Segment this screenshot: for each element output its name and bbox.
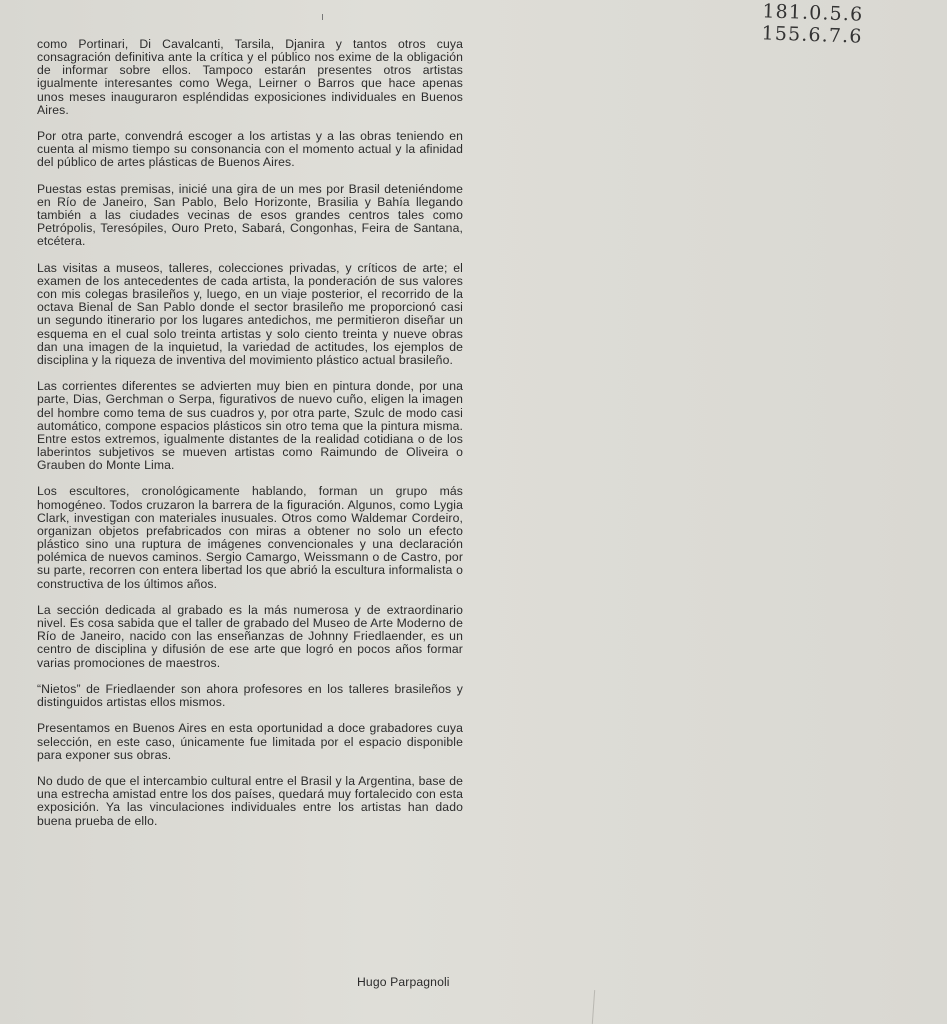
paragraph: Presentamos en Buenos Aires en esta oportunidad a doce grabadores cuya selección, en este caso, únicamente fue limitada por el espacio disponible para exponer sus obras.: [37, 721, 463, 762]
handwritten-note-2: 155.6.7.6: [761, 22, 863, 48]
paragraph: Los escultores, cronológicamente hablando, forman un grupo más homogéneo. Todos cruzaron la barrera de la figuración. Algunos, como Lygia Clark, investigan con materiales inusuales. Otros como Waldemar Cordeiro, organizan objetos prefabricados con miras a obtener no solo un efecto plástico sino una ruptura de imágenes convencionales y una declaración polémica de nuevos caminos. Sergio Camargo, Weissmann o de Castro, por su parte, recorren con entera libertad los que abrió la escultura informalista o constructiva de los últimos años.: [37, 484, 463, 591]
text-column: [37, 38, 463, 841]
paper-fold-line: [592, 990, 595, 1024]
paragraph: No dudo de que el intercambio cultural entre el Brasil y la Argentina, base de una estrecha amistad entre los dos países, quedará muy fortalecido con esta exposición. Ya las vinculaciones individuales entre los artistas han dado buena prueba de ello.: [37, 774, 463, 828]
paragraph: Puestas estas premisas, inicié una gira de un mes por Brasil deteniéndome en Río de Janeiro, San Pablo, Belo Horizonte, Brasilia y Bahía llegando también a las ciudades vecinas de esos grandes centros tales como Petrópolis, Teresópiles, Ouro Preto, Sabará, Congonhas, Feira de Santana, etcétera.: [37, 181, 463, 249]
handwritten-note-1: 181.0.5.6: [762, 0, 864, 26]
paragraph: Por otra parte, convendrá escoger a los artistas y a las obras teniendo en cuenta al mismo tiempo su consonancia con el momento actual y la afinidad del público de artes plásticas de Buenos Aires.: [37, 129, 463, 170]
paragraph: Las corrientes diferentes se advierten muy bien en pintura donde, por una parte, Dias, Gerchman o Serpa, figurativos de nuevo cuño, eligen la imagen del hombre como tema de sus cuadros y, por otra parte, Szulc de modo casi automático, compone espacios plásticos sin otro tema que la pintura misma. Entre estos extremos, igualmente distantes de la realidad cotidiana o de los laberintos subjetivos se mueven artistas como Raimundo de Oliveira o Grauben do Monte Lima.: [37, 379, 463, 473]
paragraph: “Nietos” de Friedlaender son ahora profesores en los talleres brasileños y distinguidos artistas ellos mismos.: [37, 681, 463, 710]
paragraph: como Portinari, Di Cavalcanti, Tarsila, Djanira y tantos otros cuya consagración definitiva ante la crítica y el público nos exime de la obligación de informar sobre ellos. Tampoco estarán presentes otros artistas igualmente interesantes como Wega, Leirner o Barros que hace apenas unos meses inauguraron espléndidas exposiciones individuales en Buenos Aires.: [37, 37, 463, 117]
paragraph: La sección dedicada al grabado es la más numerosa y de extraordinario nivel. Es cosa sabida que el taller de grabado del Museo de Arte Moderno de Río de Janeiro, nacido con las enseñanzas de Johnny Friedlaender, es un centro de disciplina y difusión de ese arte que logró en pocos años formar varias promociones de maestros.: [37, 602, 463, 670]
handwritten-catalog-numbers: [761, 0, 863, 47]
pen-mark: [322, 14, 323, 20]
author-signature: Hugo Parpagnoli: [357, 975, 450, 989]
paragraph: Las visitas a museos, talleres, colecciones privadas, y críticos de arte; el examen de los antecedentes de cada artista, la ponderación de sus valores con mis colegas brasileños y, luego, en un viaje posterior, el recorrido de la octava Bienal de San Pablo donde el sector brasileño me proporcionó casi un segundo itinerario por los lugares antedichos, me permitieron diseñar un esquema en el cual solo treinta artistas y solo ciento treinta y nueve obras dan una imagen de la inquietud, la variedad de actitudes, los ejemplos de disciplina y la riqueza de inventiva del movimiento plástico actual brasileño.: [37, 260, 463, 367]
